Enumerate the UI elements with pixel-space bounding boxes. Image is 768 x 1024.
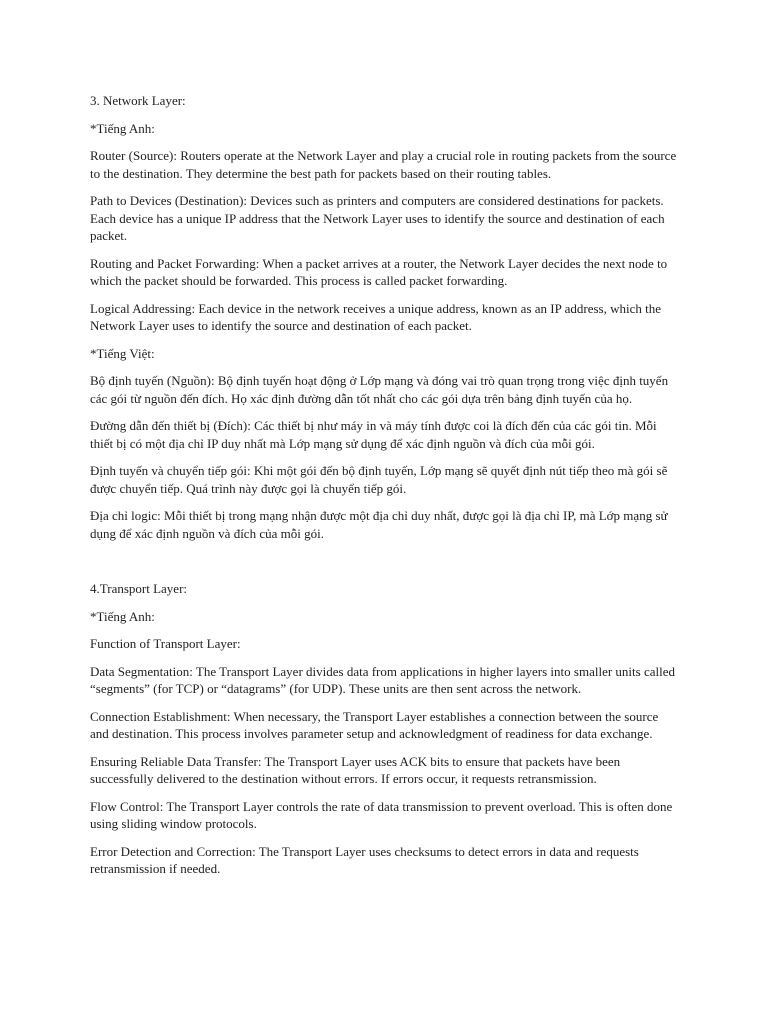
paragraph: Flow Control: The Transport Layer controls the rate of data transmission to prevent overload. This is often done using sliding window protocols. [90, 798, 673, 831]
paragraph: Path to Devices (Destination): Devices such as printers and computers are considered destinations for packets. Each device has a unique IP address that the Network Layer uses to identify the source and destination of each packet. [90, 193, 665, 243]
paragraph: Định tuyến và chuyển tiếp gói: Khi một gói đến bộ định tuyến, Lớp mạng sẽ quyết định nút tiếp theo mà gói sẽ được chuyển tiếp. Quá trình này được gọi là chuyển tiếp gói. [90, 463, 668, 496]
paragraph: Connection Establishment: When necessary, the Transport Layer establishes a connection between the source and destination. This process involves parameter setup and acknowledgment of readiness for data exchange. [90, 708, 659, 741]
english-header: *Tiếng Anh: [90, 120, 155, 136]
vietnamese-header: *Tiếng Việt: [90, 345, 155, 361]
paragraph: Bộ định tuyến (Nguồn): Bộ định tuyến hoạt động ở Lớp mạng và đóng vai trò quan trọng trong việc định tuyến các gói từ nguồn đến đích. Họ xác định đường dẫn tốt nhất cho các gói dựa trên bảng định tuyến của họ. [90, 373, 669, 406]
paragraph: Đường dẫn đến thiết bị (Đích): Các thiết bị như máy in và máy tính được coi là đích đến của các gói tin. Mỗi thiết bị có một địa chỉ IP duy nhất mà Lớp mạng sử dụng để xác định nguồn và đích của mỗi gói. [90, 418, 657, 451]
paragraph: Error Detection and Correction: The Transport Layer uses checksums to detect errors in data and requests retransmission if needed. [90, 843, 639, 876]
english-header: *Tiếng Anh: [90, 608, 155, 624]
paragraph: Logical Addressing: Each device in the network receives a unique address, known as an IP address, which the Network Layer uses to identify the source and destination of each packet. [90, 300, 661, 333]
paragraph: Router (Source): Routers operate at the Network Layer and play a crucial role in routing packets from the source to the destination. They determine the best path for packets based on their routing tables. [90, 148, 677, 181]
subheader: Function of Transport Layer: [90, 636, 241, 651]
section-title-transport-layer: 4.Transport Layer: [90, 581, 188, 596]
document-page [90, 92, 680, 888]
paragraph: Data Segmentation: The Transport Layer divides data from applications in higher layers into smaller units called “segments” (for TCP) or “datagrams” (for UDP). These units are then sent across the network. [90, 663, 675, 696]
paragraph: Địa chỉ logic: Mỗi thiết bị trong mạng nhận được một địa chỉ duy nhất, được gọi là địa chỉ IP, mà Lớp mạng sử dụng để xác định nguồn và đích của mỗi gói. [90, 508, 668, 541]
section-title-network-layer: 3. Network Layer: [90, 93, 186, 108]
paragraph: Ensuring Reliable Data Transfer: The Transport Layer uses ACK bits to ensure that packets have been successfully delivered to the destination without errors. If errors occur, it requests retransmission. [90, 753, 621, 786]
section-spacer [90, 552, 680, 580]
paragraph: Routing and Packet Forwarding: When a packet arrives at a router, the Network Layer decides the next node to which the packet should be forwarded. This process is called packet forwarding. [90, 255, 668, 288]
